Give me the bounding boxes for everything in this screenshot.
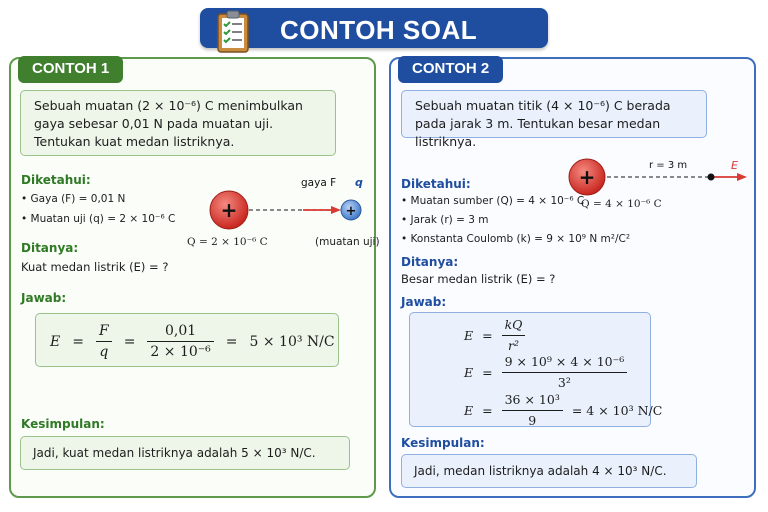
force-label: gaya F <box>301 177 337 189</box>
example-1-panel <box>9 57 380 498</box>
example-2-equation-box <box>409 312 663 428</box>
source-charge-label: Q = 2 × 10⁻⁶ C <box>187 236 268 248</box>
eq-lhs: E <box>464 327 474 343</box>
eq-result: 5 × 10³ N/C <box>249 333 335 350</box>
eq-sign: = <box>225 333 238 350</box>
eq-sign: = <box>482 402 493 418</box>
known-item: • Konstanta Coulomb (k) = 9 × 10⁹ N m²/C² <box>401 233 631 245</box>
problem-line: Tentukan kuat medan listriknya. <box>34 134 235 149</box>
problem-line: gaya sebesar 0,01 N pada muatan uji. <box>34 116 274 131</box>
known-item: • Gaya (F) = 0,01 N <box>21 193 126 205</box>
source-charge-label: Q = 4 × 10⁻⁶ C <box>581 198 662 210</box>
asked-text: Kuat medan listrik (E) = ? <box>21 260 169 274</box>
example-2-conclusion-box <box>401 454 697 488</box>
kesimpulan-heading: Kesimpulan: <box>401 436 485 450</box>
example-1-problem-box <box>20 90 336 156</box>
conclusion-text: Jadi, medan listriknya adalah 4 × 10³ N/C. <box>414 464 667 478</box>
problem-line: pada jarak 3 m. Tentukan besar medan listriknya. <box>415 116 661 149</box>
conclusion-text: Jadi, kuat medan listriknya adalah 5 × 10³ N/C. <box>33 446 316 460</box>
page-title: CONTOH SOAL <box>280 15 478 45</box>
title-banner <box>200 8 548 48</box>
example-2-tab: CONTOH 2 <box>398 56 503 83</box>
field-label: E <box>731 159 738 172</box>
eq-result: = 4 × 10³ N/C <box>571 402 663 418</box>
known-item: • Muatan uji (q) = 2 × 10⁻⁶ C <box>21 213 176 225</box>
test-charge-sign: + <box>345 204 357 219</box>
ditanya-heading: Ditanya: <box>21 241 79 255</box>
example-1-equation-box <box>35 313 339 367</box>
test-charge-label: (muatan uji) <box>315 236 380 248</box>
eq-lhs: E <box>464 364 474 380</box>
eq-lhs: E <box>464 402 474 418</box>
ditanya-heading: Ditanya: <box>401 255 459 269</box>
eq-lhs: E <box>50 333 61 350</box>
problem-line: Sebuah muatan (2 × 10⁻⁶) C menimbulkan <box>34 98 303 113</box>
eq-sign: = <box>123 333 136 350</box>
example-2-problem-box <box>401 90 707 149</box>
example-2-panel <box>389 57 756 498</box>
jawab-heading: Jawab: <box>21 291 67 305</box>
eq-sign: = <box>72 333 84 350</box>
example-1-conclusion-box <box>20 436 350 470</box>
kesimpulan-heading: Kesimpulan: <box>21 417 105 431</box>
jawab-heading: Jawab: <box>401 295 447 309</box>
distance-label: r = 3 m <box>649 160 688 171</box>
example-2-diagram <box>561 155 753 199</box>
source-charge-sign: + <box>220 198 238 222</box>
q-symbol: q <box>355 176 363 189</box>
eq-sign: = <box>482 364 493 380</box>
diketahui-heading: Diketahui: <box>401 177 471 191</box>
known-item: • Jarak (r) = 3 m <box>401 214 489 226</box>
substitution-fraction: $\frac{\text{9 × 10⁹ × 4 × 10⁻⁶}}{\text{3²}}$ <box>502 353 628 392</box>
simplified-fraction: $\frac{\text{36 × 10³}}{9}$ <box>502 391 563 430</box>
eq-sign: = <box>482 327 493 343</box>
asked-text: Besar medan listrik (E) = ? <box>401 272 556 286</box>
field-point-icon <box>708 174 715 181</box>
problem-line: Sebuah muatan titik (4 × 10⁻⁶) C berada <box>415 98 671 113</box>
source-charge-sign: + <box>578 165 596 189</box>
example-1-tab: CONTOH 1 <box>18 56 123 83</box>
formula-fraction: $\frac{kQ}{\text{r²}}$ <box>502 316 526 355</box>
clipboard-checklist-icon <box>214 8 256 54</box>
formula-fraction: $\frac{F}{q}$ <box>96 322 112 361</box>
value-fraction: $\frac{0,01}{\text{2 × 10⁻⁶}}$ <box>147 322 213 361</box>
diketahui-heading: Diketahui: <box>21 173 91 187</box>
known-item: • Muatan sumber (Q) = 4 × 10⁻⁶ C <box>401 195 585 207</box>
